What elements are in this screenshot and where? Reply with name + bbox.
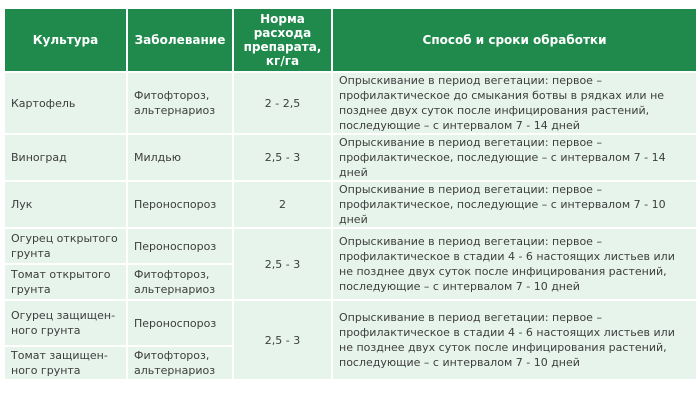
table-row — [5, 135, 696, 180]
method-cell: Опрыскивание в период вегетации: первое – профилактическое в стадии 4 - 6 настоящих листьев или не позднее двух суток после инфицирования растений, последующие – с интервалом 7 - 10 дней — [333, 229, 696, 299]
disease-cell: Пероноспороз — [128, 182, 232, 227]
rate-cell: 2,5 - 3 — [234, 229, 331, 299]
disease-cell: Фитофтороз, альтернариоз — [128, 73, 232, 133]
culture-cell: Огурец защищен-ного грунта — [5, 301, 126, 345]
table-row — [5, 73, 696, 133]
method-cell: Опрыскивание в период вегетации: первое – профилактическое в стадии 4 - 6 настоящих листьев или не позднее двух суток после инфицирования растений, последующие – с интервалом 7 - 10 дней — [333, 301, 696, 379]
culture-cell: Виноград — [5, 135, 126, 180]
table-row — [5, 301, 696, 345]
rate-cell: 2 — [234, 182, 331, 227]
table-header-row — [5, 9, 696, 71]
disease-cell: Пероноспороз — [128, 301, 232, 345]
header-disease: Заболевание — [128, 9, 232, 71]
disease-cell: Милдью — [128, 135, 232, 180]
culture-cell: Огурец открытого грунта — [5, 229, 126, 263]
disease-cell: Фитофтороз, альтернариоз — [128, 265, 232, 299]
method-cell: Опрыскивание в период вегетации: первое – профилактическое, последующие – с интервалом 7 - 10 дней — [333, 182, 696, 227]
header-culture: Культура — [5, 9, 126, 71]
rate-cell: 2,5 - 3 — [234, 301, 331, 379]
rate-cell: 2 - 2,5 — [234, 73, 331, 133]
culture-cell: Томат открытого грунта — [5, 265, 126, 299]
disease-cell: Фитофтороз, альтернариоз — [128, 347, 232, 379]
header-method: Способ и сроки обработки — [333, 9, 696, 71]
method-cell: Опрыскивание в период вегетации: первое – профилактическое, последующие – с интервалом 7 - 14 дней — [333, 135, 696, 180]
method-cell: Опрыскивание в период вегетации: первое – профилактическое до смыкания ботвы в рядках или не позднее двух суток после инфицирования растений, последующие – с интервалом 7 - 14 дней — [333, 73, 696, 133]
table-row — [5, 229, 696, 263]
culture-cell: Картофель — [5, 73, 126, 133]
rate-cell: 2,5 - 3 — [234, 135, 331, 180]
fungicide-application-table — [3, 7, 698, 381]
disease-cell: Пероноспороз — [128, 229, 232, 263]
culture-cell: Томат защищен-ного грунта — [5, 347, 126, 379]
culture-cell: Лук — [5, 182, 126, 227]
header-rate: Норма расхода препарата, кг/га — [234, 9, 331, 71]
table-row — [5, 182, 696, 227]
